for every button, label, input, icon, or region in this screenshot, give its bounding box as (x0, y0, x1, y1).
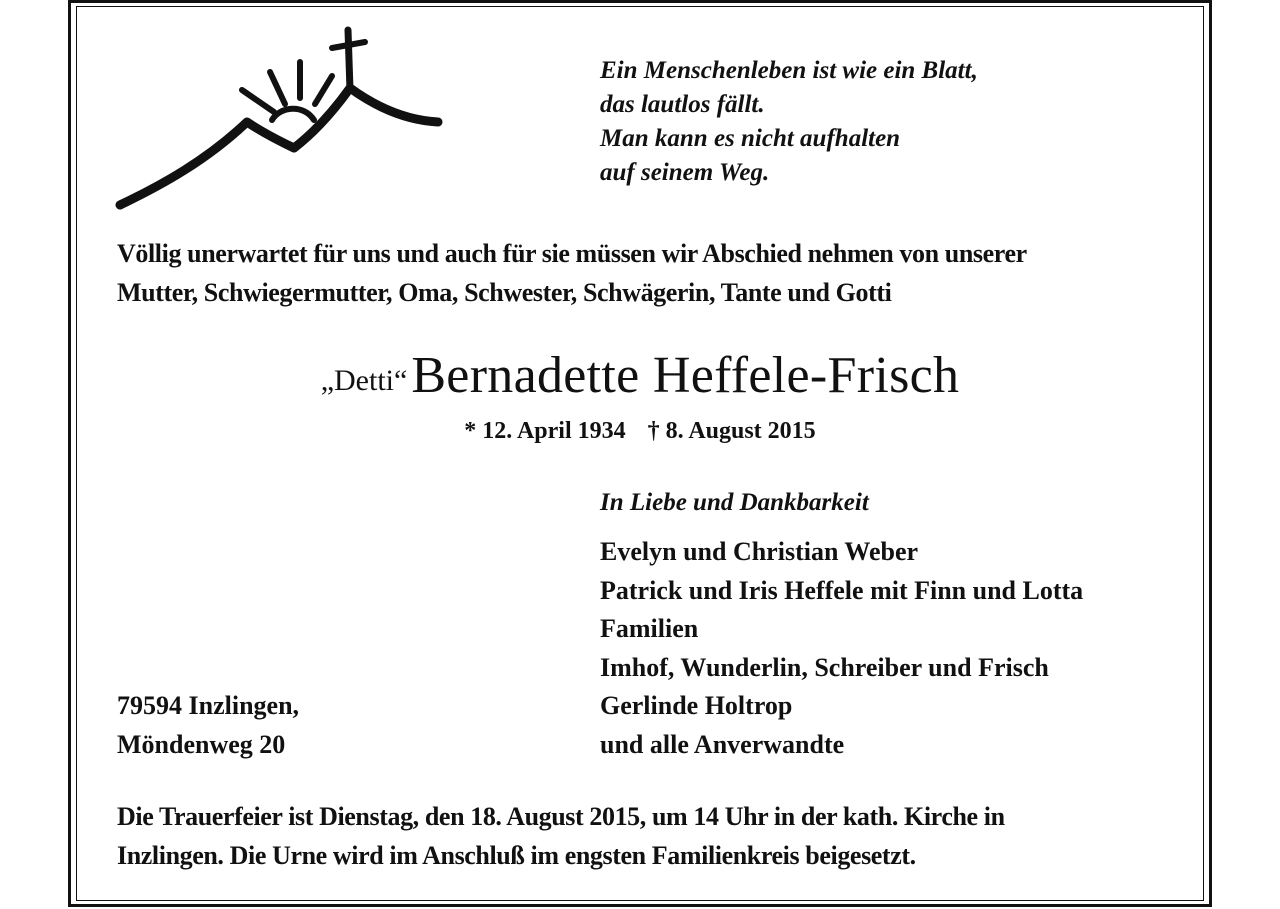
intro-line: Mutter, Schwiegermutter, Oma, Schwester, Schwägerin, Tante und Gotti (117, 278, 892, 307)
address-block (117, 687, 299, 764)
mourner-line: Gerlinde Holtrop (600, 691, 793, 720)
mourner-line: Patrick und Iris Heffele mit Finn und Lotta (600, 575, 1084, 605)
deceased-nickname: „Detti“ (320, 364, 408, 397)
death-date: † 8. August 2015 (647, 418, 816, 444)
mourners-title: In Liebe und Dankbarkeit (600, 489, 869, 516)
mourner-line: Familien (600, 614, 699, 643)
poem-line: Ein Menschenleben ist wie ein Blatt, (600, 57, 978, 84)
intro-text (117, 234, 1197, 312)
service-line: Die Trauerfeier ist Dienstag, den 18. August 2015, um 14 Uhr in der kath. Kirche in (117, 802, 1005, 831)
mountain-sun-cross-icon (112, 20, 452, 215)
life-dates (0, 418, 1280, 445)
mourner-line: Imhof, Wunderlin, Schreiber und Frisch (600, 652, 1049, 682)
deceased-name-line (0, 346, 1280, 405)
mourners-list (600, 533, 1083, 764)
address-line: 79594 Inzlingen, (117, 691, 300, 720)
poem-line: auf seinem Weg. (600, 159, 770, 186)
poem (600, 54, 978, 190)
intro-line: Völlig unerwartet für uns und auch für sie müssen wir Abschied nehmen von unserer (117, 239, 1027, 268)
service-info (117, 798, 1197, 875)
mourner-line: Evelyn und Christian Weber (600, 537, 919, 566)
poem-line: Man kann es nicht aufhalten (600, 125, 901, 152)
mourner-line: und alle Anverwandte (600, 729, 845, 759)
poem-line: das lautlos fällt. (600, 91, 765, 118)
birth-date: * 12. April 1934 (464, 418, 626, 444)
address-line: Möndenweg 20 (117, 729, 286, 759)
service-line: Inzlingen. Die Urne wird im Anschluß im engsten Familienkreis beigesetzt. (117, 840, 916, 870)
deceased-name: Bernadette Heffele-Frisch (411, 347, 960, 404)
